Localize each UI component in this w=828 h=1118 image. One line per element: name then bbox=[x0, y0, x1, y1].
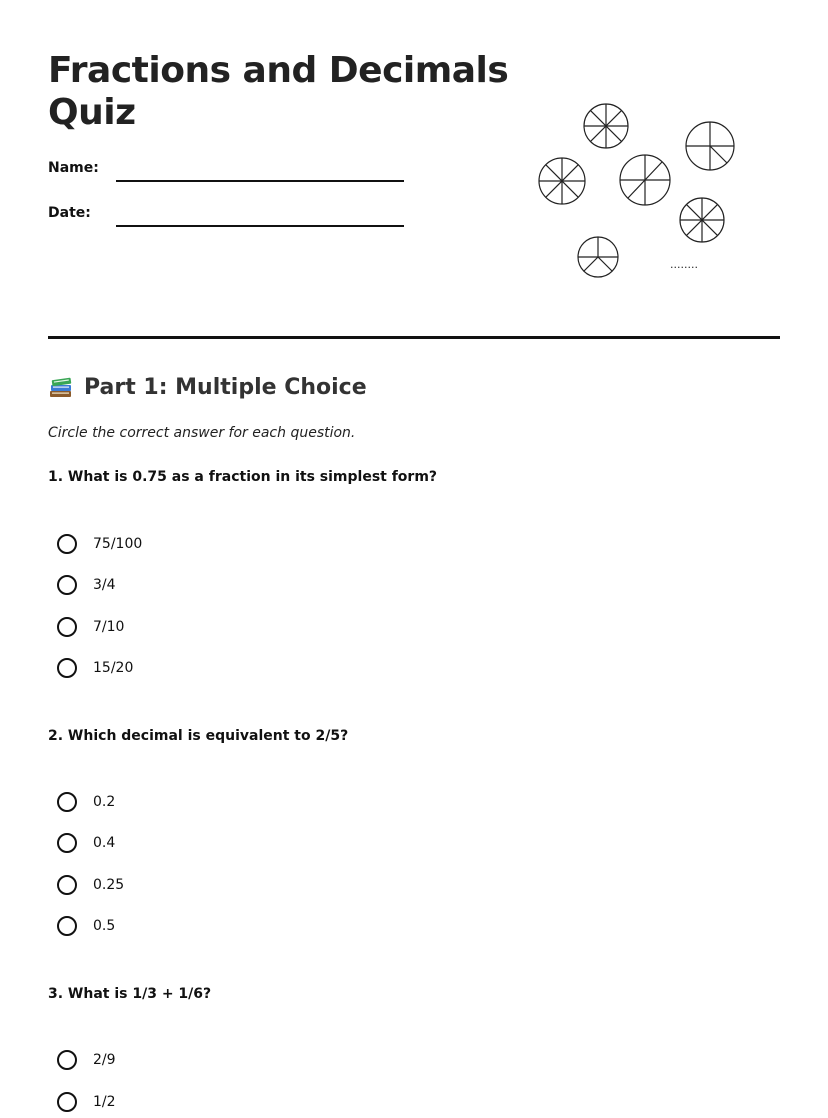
q2-option-1[interactable] bbox=[57, 789, 115, 815]
question-3: 3. What is 1/3 + 1/6? bbox=[48, 986, 212, 1002]
fraction-circle-eighths bbox=[584, 104, 628, 148]
question-1: 1. What is 0.75 as a fraction in its simplest form? bbox=[48, 469, 438, 485]
radio-button[interactable] bbox=[57, 792, 77, 812]
q3-option-2[interactable] bbox=[57, 1089, 116, 1115]
q3-option-1[interactable] bbox=[57, 1047, 116, 1073]
option-label: 15/20 bbox=[93, 660, 134, 676]
date-label: Date: bbox=[48, 205, 91, 221]
part1-heading bbox=[48, 374, 367, 400]
quiz-title-line2: Quiz bbox=[48, 92, 136, 133]
q1-option-4[interactable] bbox=[57, 655, 133, 681]
q1-option-1[interactable] bbox=[57, 531, 142, 557]
fraction-circle-eighths-2 bbox=[539, 158, 585, 204]
name-field-line[interactable] bbox=[116, 180, 404, 182]
q1-option-2[interactable] bbox=[57, 572, 116, 598]
radio-button[interactable] bbox=[57, 1050, 77, 1070]
part1-instructions: Circle the correct answer for each question. bbox=[48, 425, 356, 441]
option-label: 0.2 bbox=[93, 794, 116, 810]
q2-option-4[interactable] bbox=[57, 913, 115, 939]
radio-button[interactable] bbox=[57, 833, 77, 853]
radio-button[interactable] bbox=[57, 916, 77, 936]
part1-heading-text: Part 1: Multiple Choice bbox=[84, 374, 367, 400]
section-divider bbox=[48, 336, 780, 339]
q1-option-3[interactable] bbox=[57, 614, 124, 640]
q2-option-3[interactable] bbox=[57, 872, 124, 898]
option-label: 1/2 bbox=[93, 1094, 116, 1110]
option-label: 0.25 bbox=[93, 877, 125, 893]
radio-button[interactable] bbox=[57, 617, 77, 637]
radio-button[interactable] bbox=[57, 534, 77, 554]
question-2: 2. Which decimal is equivalent to 2/5? bbox=[48, 728, 349, 744]
fraction-circle-halves bbox=[578, 237, 618, 277]
fraction-circle-sixths bbox=[686, 122, 734, 170]
fraction-circle-fifths bbox=[620, 155, 670, 205]
quiz-title-line1: Fractions and Decimals bbox=[48, 50, 509, 91]
option-label: 0.5 bbox=[93, 918, 116, 934]
date-field-line[interactable] bbox=[116, 225, 404, 227]
option-label: 2/9 bbox=[93, 1052, 116, 1068]
radio-button[interactable] bbox=[57, 875, 77, 895]
option-label: 75/100 bbox=[93, 536, 143, 552]
option-label: 0.4 bbox=[93, 835, 116, 851]
radio-button[interactable] bbox=[57, 575, 77, 595]
radio-button[interactable] bbox=[57, 1092, 77, 1112]
books-icon bbox=[48, 374, 74, 400]
illustration-dots: ........ bbox=[670, 258, 698, 271]
q2-option-2[interactable] bbox=[57, 830, 115, 856]
option-label: 3/4 bbox=[93, 577, 116, 593]
name-label: Name: bbox=[48, 160, 99, 176]
radio-button[interactable] bbox=[57, 658, 77, 678]
option-label: 7/10 bbox=[93, 619, 125, 635]
quiz-title bbox=[48, 50, 508, 134]
fraction-circles-illustration bbox=[530, 98, 740, 283]
fraction-circle-eighths-3 bbox=[680, 198, 724, 242]
